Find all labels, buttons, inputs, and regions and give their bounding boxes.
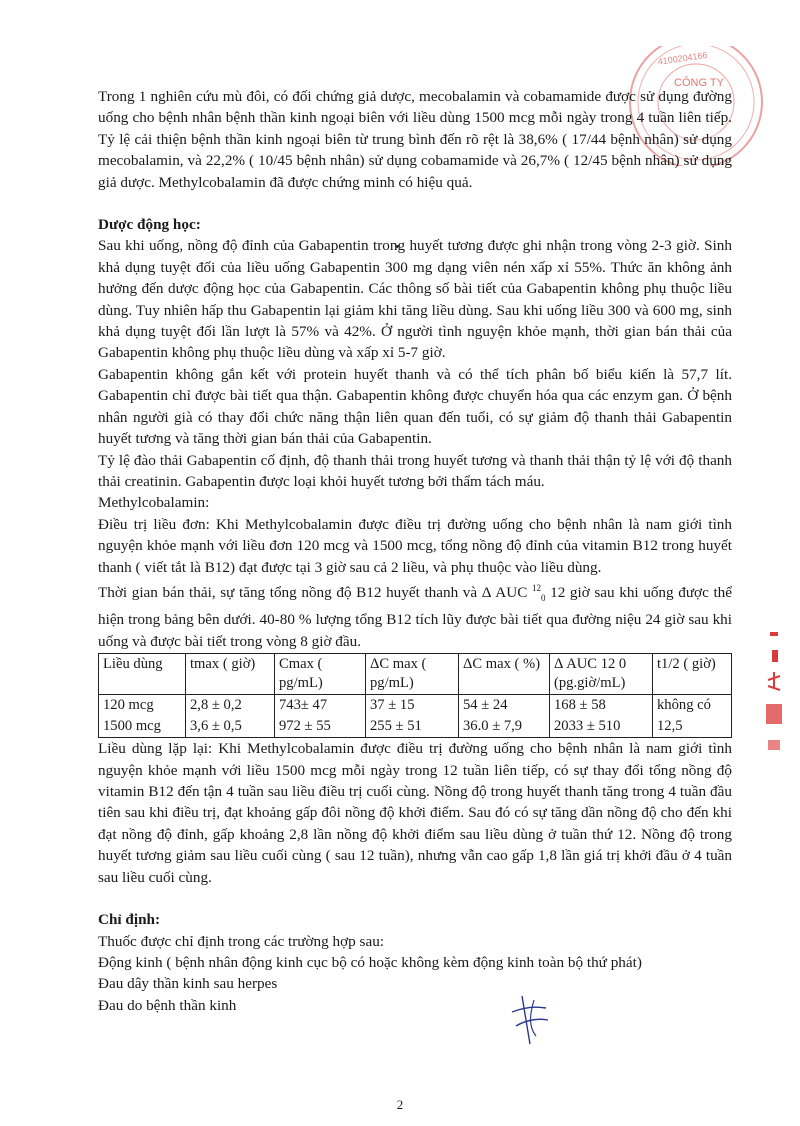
table-cell: 3,6 ± 0,5 bbox=[186, 716, 275, 738]
indication-item: Đau do bệnh thần kinh bbox=[98, 996, 237, 1014]
page-number: 2 bbox=[396, 1097, 404, 1112]
table-header-cell: Δ AUC 12 0 (pg.giờ/mL) bbox=[550, 654, 653, 695]
stamp-code: 4100204166 bbox=[657, 49, 709, 67]
table-header-cell: tmax ( giờ) bbox=[186, 654, 275, 695]
table-cell: 54 ± 24 bbox=[459, 695, 550, 717]
table-cell: 168 ± 58 bbox=[550, 695, 653, 717]
indication-item: Động kinh ( bệnh nhân động kinh cục bộ có hoặc không kèm động kinh toàn bộ thứ phát) bbox=[98, 953, 642, 971]
indications-intro: Thuốc được chỉ định trong các trường hợp sau: bbox=[98, 932, 385, 950]
half-life-text-b: 12 giờ sau khi uống được thể hiện trong bảng bên dưới. 40-80 % lượng tổng B12 tích lũy được bài tiết qua đường niệu 24 giờ sau khi uống và được bài tiết trong vòng 8 giờ đầu. bbox=[98, 584, 732, 650]
half-life-paragraph bbox=[98, 578, 732, 652]
table-cell: 255 ± 51 bbox=[366, 716, 459, 738]
repeat-dose-paragraph: Liều dùng lặp lại: Khi Methylcobalamin được điều trị đường uống cho bệnh nhân là nam giới tình nguyện khỏe mạnh với liều 1500 mcg mỗi ngày trong 12 tuần liên tiếp, có sự thay đổi tổng nồng độ vitamin B12 đến tận 4 tuần sau liều điều trị cuối cùng. Nồng độ trong huyết thanh tăng trong 4 tuần đầu tiên sau khi điều trị, đạt khoảng gấp đôi nồng độ khởi điểm. Sau đó có sự tăng dần nồng độ cho đến khi đạt nồng độ đỉnh, gấp khoảng 2,8 lần nồng độ khởi điểm sau liều dùng ở tuần thứ 12. Nồng độ trong huyết tương giảm sau liều cuối cùng ( sau 12 tuần), nhưng vẫn cao gấp 1,8 lần giá trị khởi đầu ở 4 tuần sau liều cuối cùng. bbox=[98, 740, 732, 886]
stamp-label: CÔNG TY bbox=[674, 77, 724, 89]
table-cell: 36.0 ± 7,9 bbox=[459, 716, 550, 738]
indication-item: Đau dây thần kinh sau herpes bbox=[98, 975, 278, 993]
table-cell: 2033 ± 510 bbox=[550, 716, 653, 738]
pharmacokinetics-heading: Dược động học: bbox=[98, 216, 201, 234]
table-row bbox=[99, 695, 732, 717]
half-life-text-a: Thời gian bán thải, sự tăng tổng nồng độ B12 huyết thanh và Δ AUC bbox=[98, 584, 528, 601]
signature bbox=[500, 990, 560, 1050]
table-header-cell: ΔC max ( %) bbox=[459, 654, 550, 695]
main-content bbox=[98, 86, 732, 1016]
table-cell: 743± 47 bbox=[275, 695, 366, 717]
table-header-cell: Liều dùng bbox=[99, 654, 186, 695]
pk-table bbox=[98, 653, 732, 738]
pk-paragraph-2: Gabapentin không gắn kết với protein huyết thanh và có thể tích phân bố biểu kiến là 57,7 lít. Gabapentin chỉ được bài tiết qua thận. Gabapentin không được chuyển hóa qua các enzym gan. Ở bệnh nhân người già có thay đổi chức năng thận liên quan đến tuổi, có sự giảm độ thanh thải Gabapentin huyết tương và tăng thời gian bán thải của Gabapentin. bbox=[98, 365, 732, 448]
methylcobalamin-label: Methylcobalamin: bbox=[98, 494, 210, 512]
pk-paragraph-1: Sau khi uống, nồng độ đỉnh của Gabapentin trong huyết tương được ghi nhận trong vòng 2-3 giờ. Sinh khả dụng tuyệt đối của liều uống Gabapentin 300 mg dạng viên nén xấp xỉ 55%. Thức ăn không ảnh hưởng đến dược động học của Gabapentin. Các thông số bài tiết của Gabapentin không phụ thuộc liều dùng. Tuy nhiên hấp thu Gabapentin lại giảm khi tăng liều dùng. Sau khi uống liều 300 và 600 mg, sinh khả dụng tuyệt đối lần lượt là 57% và 42%. Ở người tình nguyện khỏe mạnh, thời gian bán thải của Gabapentin không phụ thuộc liều dùng và xấp xỉ 5-7 giờ. bbox=[98, 237, 732, 362]
table-cell: 12,5 bbox=[653, 716, 732, 738]
table-cell: 120 mcg bbox=[99, 695, 186, 717]
auc-superscript: 12 bbox=[531, 582, 541, 593]
study-paragraph: Trong 1 nghiên cứu mù đôi, có đối chứng giả dược, mecobalamin và cobamamide được sử dụng đường uống cho bệnh nhân bệnh thần kinh ngoại biên với liều dùng 1500 mcg mỗi ngày trong 4 tuần liên tiếp. Tỷ lệ cải thiện bệnh thần kinh ngoại biên từ trung bình đến rõ rệt là 38,6% ( 17/44 bệnh nhân) sử dụng mecobalamin, và 22,2% ( 10/45 bệnh nhân) sử dụng cobamamide và 26,7% ( 12/45 bệnh nhân) sử dụng giả dược. Methylcobalamin đã được chứng minh có hiệu quả. bbox=[98, 88, 732, 191]
auc-subscript: 0 bbox=[540, 593, 546, 604]
table-header-cell: ΔC max ( pg/mL) bbox=[366, 654, 459, 695]
table-cell: không có bbox=[653, 695, 732, 717]
table-header-cell: t1/2 ( giờ) bbox=[653, 654, 732, 695]
margin-stamp-marks bbox=[760, 628, 790, 768]
table-header-row bbox=[99, 654, 732, 695]
indications-heading: Chỉ định: bbox=[98, 911, 161, 929]
table-cell: 972 ± 55 bbox=[275, 716, 366, 738]
table-row bbox=[99, 716, 732, 738]
table-header-cell: Cmax ( pg/mL) bbox=[275, 654, 366, 695]
pk-paragraph-3: Tỷ lệ đào thải Gabapentin cố định, độ thanh thải trong huyết tương và thanh thải thận tỷ lệ với độ thanh thải creatinin. Gabapentin được loại khỏi huyết tương bởi thẩm tách máu. bbox=[98, 451, 732, 490]
table-cell: 2,8 ± 0,2 bbox=[186, 695, 275, 717]
single-dose-paragraph: Điều trị liều đơn: Khi Methylcobalamin được điều trị đường uống cho bệnh nhân là nam giới tình nguyện khỏe mạnh với liều đơn 120 mcg và 1500 mcg, tổng nồng độ đỉnh của vitamin B12 trong huyết thanh ( viết tắt là B12) đạt được tại 3 giờ sau cả 2 liều, và phụ thuộc vào liều dùng. bbox=[98, 515, 732, 576]
table-cell: 1500 mcg bbox=[99, 716, 186, 738]
table-cell: 37 ± 15 bbox=[366, 695, 459, 717]
